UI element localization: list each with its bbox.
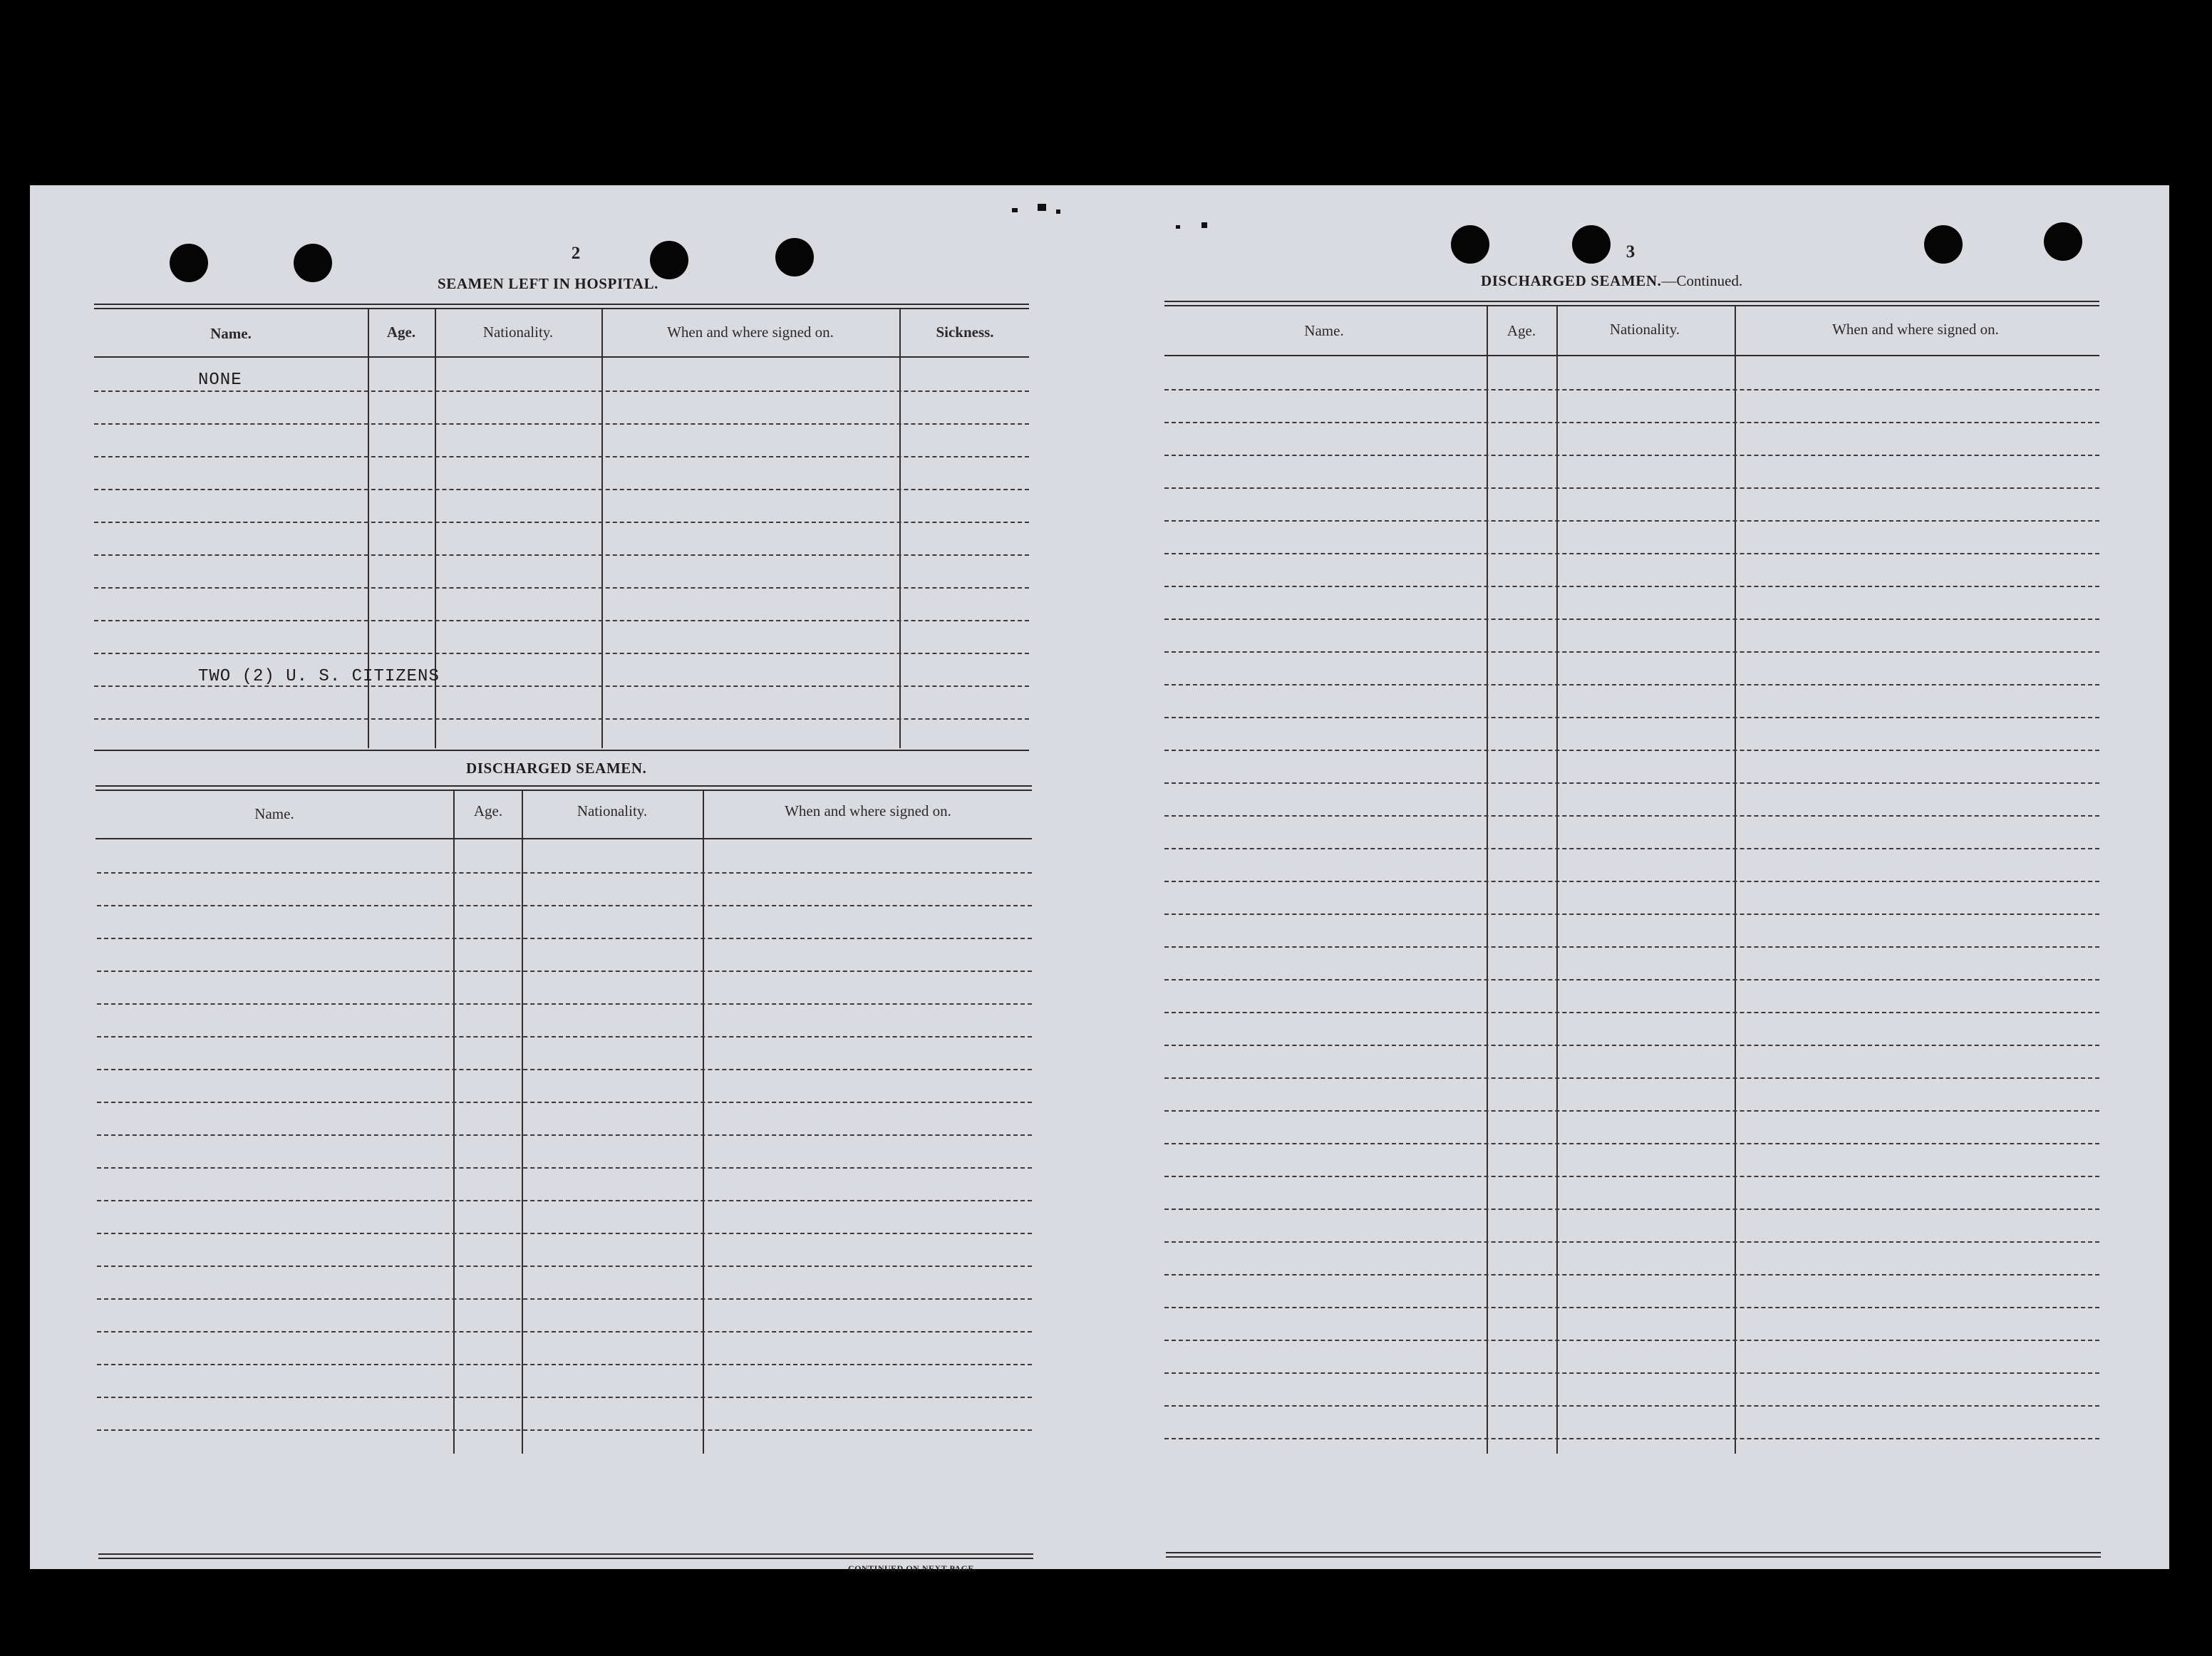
table-row: [94, 423, 1029, 425]
column-header-nationality: Nationality.: [1609, 321, 1680, 338]
table-row: [97, 1298, 1032, 1300]
column-header-signed-on: When and where signed on.: [1832, 321, 1999, 338]
table-row: [94, 390, 1029, 392]
table-row: [1164, 946, 2099, 948]
table-row: [94, 489, 1029, 490]
section-title-discharged-continued: [1481, 272, 1742, 290]
table-row: [97, 1429, 1032, 1431]
table-row: [1164, 389, 2099, 390]
table-row: [97, 1134, 1032, 1136]
table-rule: [1164, 305, 2099, 306]
ink-speck: [1012, 208, 1018, 212]
page-number: 2: [571, 244, 581, 263]
table-row: [1164, 1307, 2099, 1308]
table-row: [97, 1233, 1032, 1234]
table-row: [1164, 619, 2099, 620]
table-row: [97, 872, 1032, 874]
table-row: [97, 905, 1032, 906]
table-rule: [94, 356, 1029, 358]
table-rule: [94, 304, 1029, 305]
table-row: [1164, 848, 2099, 849]
ledger-sheet: [30, 185, 2169, 1573]
table-row: [1164, 1340, 2099, 1341]
continued-note: CONTINUED ON NEXT PAGE.: [848, 1563, 977, 1573]
table-row: [1164, 1077, 2099, 1079]
ink-speck: [1201, 222, 1207, 228]
table-row: [97, 1167, 1032, 1169]
table-row: [1164, 422, 2099, 423]
punch-hole: [1924, 225, 1963, 264]
table-row: [1164, 553, 2099, 554]
ink-speck: [1038, 204, 1046, 211]
table-row: [1164, 1241, 2099, 1243]
table-row: [97, 1331, 1032, 1332]
table-row: [1164, 1045, 2099, 1046]
table-row: [1164, 1438, 2099, 1439]
table-row: [94, 522, 1029, 523]
table-rule: [98, 1558, 1033, 1559]
table-row: [94, 554, 1029, 556]
table-row: [1164, 586, 2099, 587]
column-header-nationality: Nationality.: [482, 324, 554, 341]
table-rule: [95, 838, 1032, 839]
table-rule: [94, 750, 1029, 751]
table-row: [94, 587, 1029, 589]
table-row: [1164, 487, 2099, 489]
punch-hole: [294, 244, 332, 282]
column-header-name: Name.: [210, 325, 252, 342]
punch-hole: [170, 244, 208, 282]
table-row: [1164, 750, 2099, 751]
table-row: [1164, 455, 2099, 456]
column-header-age: Age.: [386, 324, 416, 341]
table-rule: [95, 790, 1032, 791]
table-row: [97, 971, 1032, 972]
table-row: [97, 938, 1032, 939]
table-row: [1164, 815, 2099, 817]
column-header-signed-on: When and where signed on.: [667, 324, 834, 341]
title-suffix: —Continued.: [1661, 272, 1743, 289]
table-row: [94, 456, 1029, 457]
column-header-name: Name.: [254, 805, 294, 822]
ink-speck: [1056, 209, 1060, 214]
table-row: [1164, 717, 2099, 718]
column-header-name: Name.: [1304, 322, 1344, 339]
table-rule: [1166, 1556, 2101, 1558]
column-header-age: Age.: [1506, 322, 1536, 339]
table-row: [94, 653, 1029, 654]
table-row: [97, 1102, 1032, 1103]
table-rule: [95, 785, 1032, 787]
table-row: [97, 1266, 1032, 1267]
table-row: [97, 1364, 1032, 1365]
table-row: [94, 718, 1029, 720]
table-row: [1164, 651, 2099, 653]
column-header-age: Age.: [473, 802, 503, 819]
discharged-continued-rows: [1164, 389, 2099, 1655]
table-row: [1164, 684, 2099, 685]
table-rule: [1166, 1552, 2101, 1553]
punch-hole: [1572, 225, 1611, 264]
table-row: [1164, 520, 2099, 522]
punch-hole: [2044, 222, 2082, 261]
typed-entry-hospital: NONE: [198, 371, 242, 390]
table-rule: [1164, 301, 2099, 302]
table-row: [1164, 914, 2099, 915]
table-row: [1164, 1143, 2099, 1144]
table-rule: [1164, 355, 2099, 356]
table-rule: [98, 1553, 1033, 1555]
table-rule: [94, 308, 1029, 309]
table-row: [94, 620, 1029, 621]
punch-hole: [1451, 225, 1489, 264]
column-header-signed-on: When and where signed on.: [785, 802, 951, 819]
table-row: [97, 1036, 1032, 1037]
table-row: [1164, 881, 2099, 882]
column-header-nationality: Nationality.: [577, 802, 648, 819]
table-row: [1164, 1274, 2099, 1275]
punch-hole: [650, 241, 688, 279]
table-row: [97, 1003, 1032, 1005]
section-title-hospital: SEAMEN LEFT IN HOSPITAL.: [438, 275, 659, 292]
section-title-discharged: DISCHARGED SEAMEN.: [466, 760, 647, 777]
ink-speck: [1176, 225, 1180, 229]
table-row: [1164, 1176, 2099, 1177]
table-row: [1164, 1209, 2099, 1210]
table-row: [1164, 979, 2099, 980]
page-number: 3: [1626, 242, 1635, 262]
title-text: DISCHARGED SEAMEN.: [1481, 272, 1662, 289]
table-row: [97, 1069, 1032, 1070]
table-row: [1164, 1012, 2099, 1013]
table-row: [1164, 1110, 2099, 1112]
table-row: [97, 1397, 1032, 1398]
table-row: [1164, 782, 2099, 784]
table-row: [1164, 1405, 2099, 1407]
table-row: [97, 1200, 1032, 1201]
discharged-rows: [97, 872, 1032, 1656]
punch-hole: [775, 238, 814, 276]
table-row: [1164, 1372, 2099, 1374]
typed-entry-discharged: TWO (2) U. S. CITIZENS: [198, 667, 440, 686]
column-header-sickness: Sickness.: [936, 324, 994, 341]
